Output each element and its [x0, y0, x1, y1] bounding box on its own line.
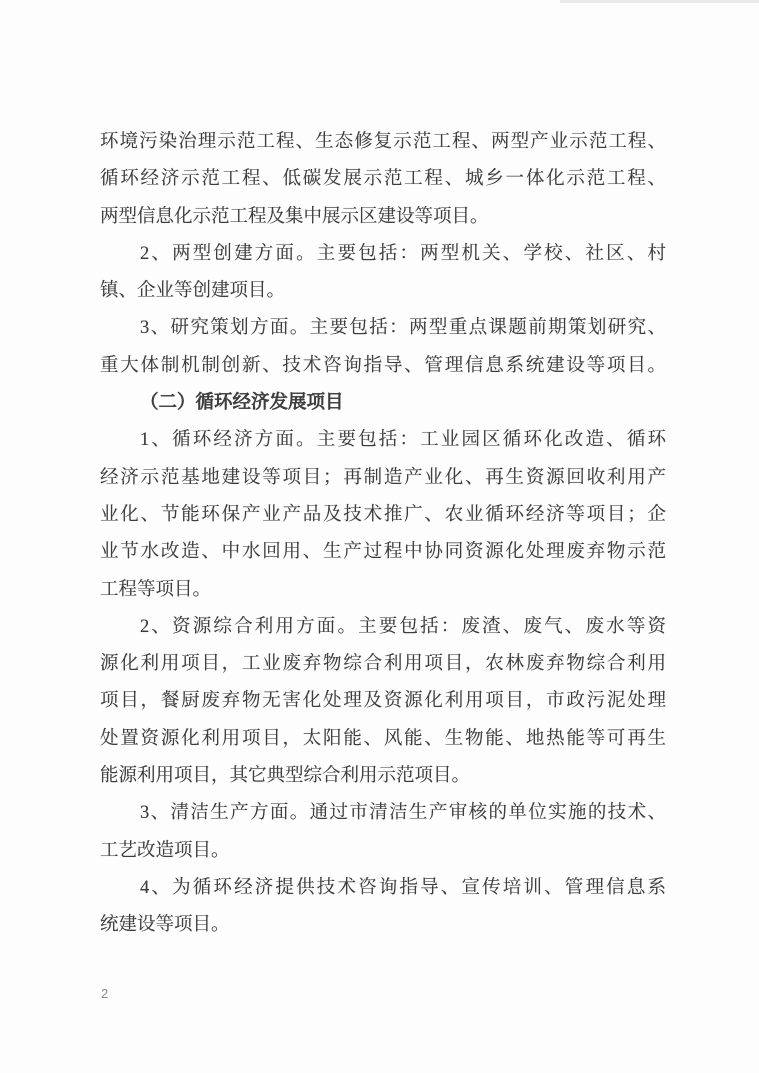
text-line: 4、为循环经济提供技术咨询指导、宣传培训、管理信息系	[140, 877, 666, 898]
text-line: 处置资源化利用项目，太阳能、风能、生物能、地热能等可再生	[100, 728, 666, 749]
text-line: 工艺改造项目。	[100, 840, 230, 861]
paragraph	[100, 236, 666, 311]
text-line: 重大体制机制创新、技术咨询指导、管理信息系统建设等项目。	[100, 355, 666, 376]
text-line: 业化、节能环保产业产品及技术推广、农业循环经济等项目；企	[100, 504, 666, 525]
text-line: 工程等项目。	[100, 579, 212, 600]
text-line: 项目，餐厨废弃物无害化处理及资源化利用项目，市政污泥处理	[100, 691, 666, 712]
page-number: 2	[101, 986, 109, 1001]
text-line: 环境污染治理示范工程、生态修复示范工程、两型产业示范工程、	[100, 132, 666, 152]
text-line: 经济示范基地建设等项目；再制造产业化、再生资源回收利用产	[100, 467, 666, 488]
paragraph	[100, 310, 666, 385]
text-line: 统建设等项目。	[100, 915, 230, 936]
paragraph	[100, 870, 666, 945]
text-line: 1、循环经济方面。主要包括：工业园区循环化改造、循环	[140, 430, 666, 451]
paragraph	[100, 422, 666, 608]
text-line: 3、研究策划方面。主要包括：两型重点课题前期策划研究、	[140, 318, 666, 339]
text-line: 镇、企业等创建项目。	[100, 281, 286, 302]
paragraph	[100, 795, 666, 870]
text-line: 业节水改造、中水回用、生产过程中协同资源化处理废弃物示范	[100, 542, 666, 563]
text-line: 3、清洁生产方面。通过市清洁生产审核的单位实施的技术、	[140, 803, 666, 824]
scan-edge-artifact	[560, 0, 759, 3]
paragraph	[100, 124, 666, 236]
text-line: 两型信息化示范工程及集中展示区建设等项目。	[100, 206, 489, 227]
text-line: 循环经济示范工程、低碳发展示范工程、城乡一体化示范工程、	[100, 169, 666, 190]
text-line: 源化利用项目，工业废弃物综合利用项目，农林废弃物综合利用	[100, 654, 666, 675]
paragraph	[100, 609, 666, 795]
document-body	[100, 124, 666, 945]
text-line: 2、资源综合利用方面。主要包括：废渣、废气、废水等资	[140, 616, 666, 637]
section-heading: （二）循环经济发展项目	[140, 393, 344, 414]
text-line: 能源利用项目，其它典型综合利用示范项目。	[100, 766, 471, 787]
text-line: 2、两型创建方面。主要包括：两型机关、学校、社区、村	[140, 243, 666, 264]
